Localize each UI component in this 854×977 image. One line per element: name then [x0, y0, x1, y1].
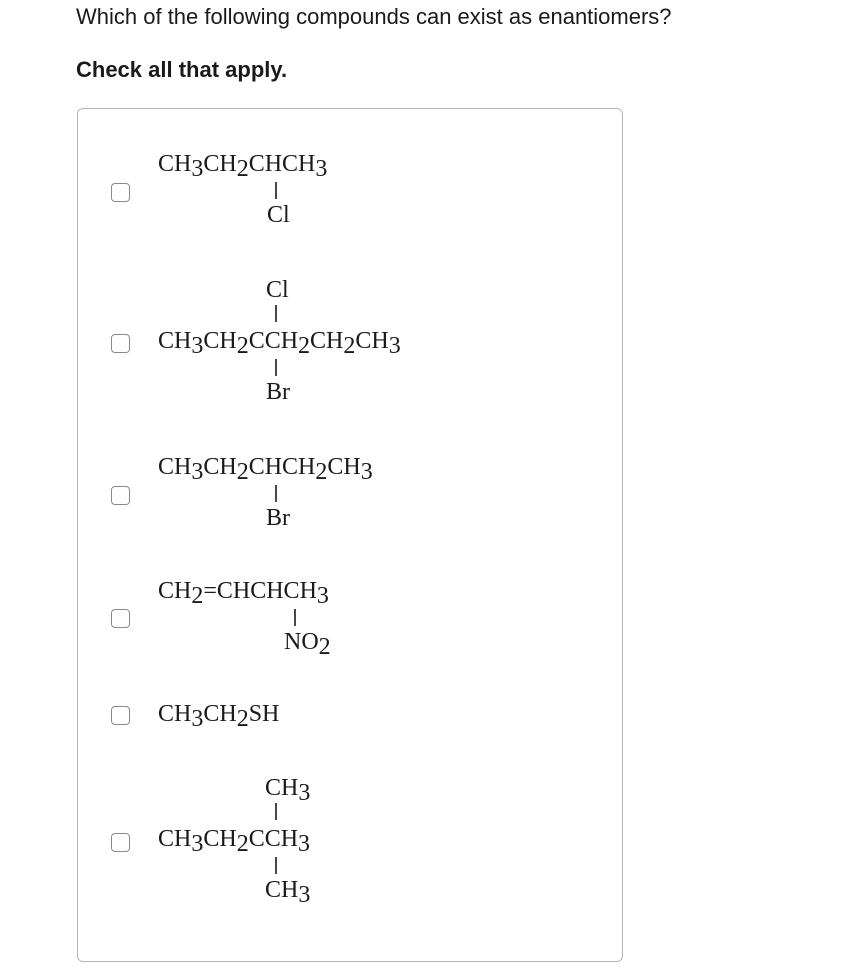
option-3-checkbox[interactable] — [111, 486, 130, 505]
formula-segment: Cl — [267, 202, 290, 228]
formula-segment: CH — [158, 701, 192, 727]
formula-segment: CCH — [248, 826, 299, 852]
formula-segment: Br — [266, 505, 290, 531]
formula-segment: CH — [158, 826, 192, 852]
option-2-above-text — [266, 277, 289, 303]
option-1-main-text — [158, 151, 327, 182]
formula-segment: CHCH — [248, 151, 316, 177]
formula-segment: SH — [248, 701, 280, 727]
formula-segment: CH — [203, 826, 237, 852]
formula-segment: Cl — [266, 277, 289, 303]
formula-segment: NO — [284, 629, 319, 655]
formula-segment: CH — [203, 328, 237, 354]
option-2-checkbox[interactable] — [111, 334, 130, 353]
option-3-below-text — [266, 505, 290, 531]
formula-subscript: 3 — [298, 780, 311, 806]
option-6-formula — [158, 771, 398, 911]
formula-subscript: 2 — [236, 831, 249, 857]
option-1-below-text — [267, 202, 290, 228]
formula-subscript: 3 — [388, 333, 401, 359]
option-1-checkbox[interactable] — [111, 183, 130, 202]
option-5-main-text — [158, 701, 279, 732]
formula-subscript: 3 — [315, 156, 328, 182]
formula-segment: CH — [355, 328, 389, 354]
formula-subscript: 2 — [236, 706, 249, 732]
option-3-main-text — [158, 454, 373, 485]
option-2-formula — [158, 273, 478, 413]
formula-segment: Br — [266, 379, 290, 405]
formula-segment: CCH — [248, 328, 299, 354]
option-4-checkbox[interactable] — [111, 609, 130, 628]
option-5-checkbox[interactable] — [111, 706, 130, 725]
formula-subscript: 2 — [236, 156, 249, 182]
formula-segment: CH — [203, 151, 237, 177]
option-4-formula — [158, 574, 418, 664]
option-5-formula — [158, 697, 358, 733]
formula-subscript: 2 — [343, 333, 356, 359]
formula-subscript: 3 — [191, 831, 204, 857]
option-2-below-text — [266, 379, 290, 405]
formula-subscript: 3 — [360, 459, 373, 485]
option-6-main-text — [158, 826, 310, 857]
formula-subscript: 3 — [191, 333, 204, 359]
formula-segment: CH — [158, 328, 192, 354]
formula-subscript: 2 — [236, 333, 249, 359]
option-4-below-text — [284, 629, 331, 660]
formula-subscript: 3 — [191, 459, 204, 485]
question-prompt: Which of the following compounds can exist as enantiomers? — [76, 4, 672, 29]
formula-segment: =CHCHCH — [203, 578, 317, 604]
formula-segment: CH — [158, 578, 192, 604]
option-6-above-text — [265, 775, 310, 806]
option-2-main-text — [158, 328, 401, 359]
formula-subscript: 2 — [298, 333, 311, 359]
formula-subscript: 2 — [236, 459, 249, 485]
formula-segment: CHCH — [248, 454, 316, 480]
formula-subscript: 2 — [315, 459, 328, 485]
formula-segment: CH — [265, 877, 299, 903]
formula-subscript: 2 — [191, 583, 204, 609]
option-1-formula — [158, 147, 398, 237]
answer-options-box — [77, 108, 623, 962]
formula-subscript: 3 — [191, 156, 204, 182]
formula-segment: CH — [203, 701, 237, 727]
formula-subscript: 3 — [298, 831, 311, 857]
formula-subscript: 2 — [318, 634, 331, 660]
formula-subscript: 3 — [191, 706, 204, 732]
formula-segment: CH — [203, 454, 237, 480]
question-instruction: Check all that apply. — [76, 57, 288, 82]
option-6-checkbox[interactable] — [111, 833, 130, 852]
formula-segment: CH — [158, 454, 192, 480]
formula-subscript: 3 — [298, 882, 311, 908]
option-4-main-text — [158, 578, 329, 609]
formula-subscript: 3 — [316, 583, 329, 609]
formula-segment: CH — [265, 775, 299, 801]
option-6-below-text — [265, 877, 310, 908]
option-3-formula — [158, 450, 438, 540]
formula-segment: CH — [158, 151, 192, 177]
formula-segment: CH — [327, 454, 361, 480]
formula-segment: CH — [310, 328, 344, 354]
